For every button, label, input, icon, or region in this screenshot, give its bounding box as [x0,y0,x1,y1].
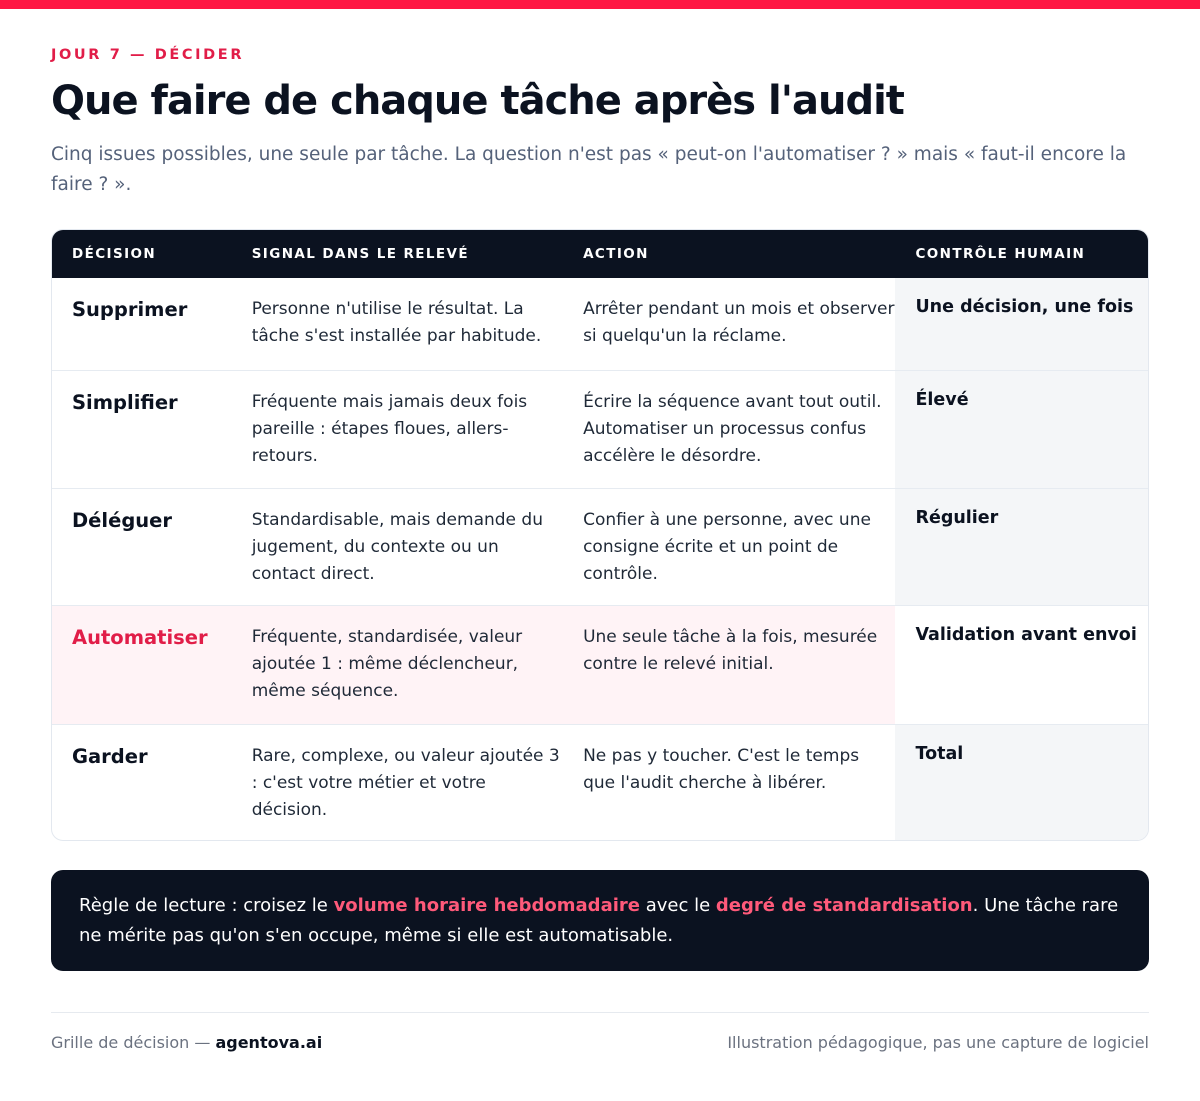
footer-left [51,1033,322,1052]
action-cell: Une seule tâche à la fois, mesurée contre le relevé initial. [583,627,878,674]
signal-cell: Personne n'utilise le résultat. La tâche s'est installée par habitude. [251,299,542,346]
decision-cell: Simplifier [72,391,178,414]
action-cell: Confier à une personne, avec une consigne écrite et un point de contrôle. [583,510,871,584]
table-row-supprimer [52,278,1148,370]
decision-cell: Déléguer [72,509,173,532]
control-cell: Élevé [895,371,1148,488]
footer-caption: Grille de décision — [51,1033,216,1052]
table-row-automatiser [52,605,1148,724]
top-accent-bar [0,0,1200,9]
table-row-simplifier [52,370,1148,488]
signal-cell: Standardisable, mais demande du jugement, du contexte ou un contact direct. [251,510,543,584]
rule-text-suffix: . Une tâche rare ne mérite pas qu'on s'en occupe, même si elle est automatisable. [79,895,1119,946]
rule-text-mid: avec le [639,895,716,916]
rule-emphasis-standardisation: degré de standardisation [715,895,973,916]
decision-table [51,229,1149,841]
brand-link[interactable]: agentova.ai [215,1033,323,1052]
column-header-action: ACTION [583,246,649,262]
page-kicker: JOUR 7 — DÉCIDER [51,47,245,63]
action-cell: Arrêter pendant un mois et observer si quelqu'un la réclame. [583,299,895,346]
decision-cell: Supprimer [72,298,188,321]
column-header-signal: SIGNAL DANS LE RELEVÉ [251,246,469,262]
column-header-decision: DÉCISION [72,246,157,262]
footer-divider [51,1012,1149,1013]
decision-cell: Automatiser [72,626,208,649]
decision-cell: Garder [72,745,148,768]
action-cell: Écrire la séquence avant tout outil. Automatiser un processus confus accélère le désordre. [583,392,882,466]
table-header [52,230,1148,278]
signal-cell: Fréquente mais jamais deux fois pareille : étapes floues, allers-retours. [251,392,528,466]
column-header-control: CONTRÔLE HUMAIN [915,246,1086,262]
control-cell: Une décision, une fois [895,278,1148,370]
table-row-deleguer [52,488,1148,605]
table-row-garder [52,724,1148,841]
control-cell: Validation avant envoi [895,606,1148,724]
footer-disclaimer: Illustration pédagogique, pas une capture de logiciel [727,1033,1149,1052]
reading-rule-callout [51,870,1149,971]
control-cell: Régulier [895,489,1148,605]
page-title: Que faire de chaque tâche après l'audit [51,78,904,124]
page-subtitle: Cinq issues possibles, une seule par tâche. La question n'est pas « peut-on l'automatiser ? » mais « faut-il encore la faire ? ». [51,144,1127,195]
signal-cell: Fréquente, standardisée, valeur ajoutée 1 : même déclencheur, même séquence. [251,627,523,701]
control-cell: Total [895,725,1148,841]
signal-cell: Rare, complexe, ou valeur ajoutée 3 : c'est votre métier et votre décision. [251,746,560,820]
action-cell: Ne pas y toucher. C'est le temps que l'audit cherche à libérer. [583,746,860,793]
rule-emphasis-volume: volume horaire hebdomadaire [333,895,640,916]
rule-text-prefix: Règle de lecture : croisez le [79,895,334,916]
